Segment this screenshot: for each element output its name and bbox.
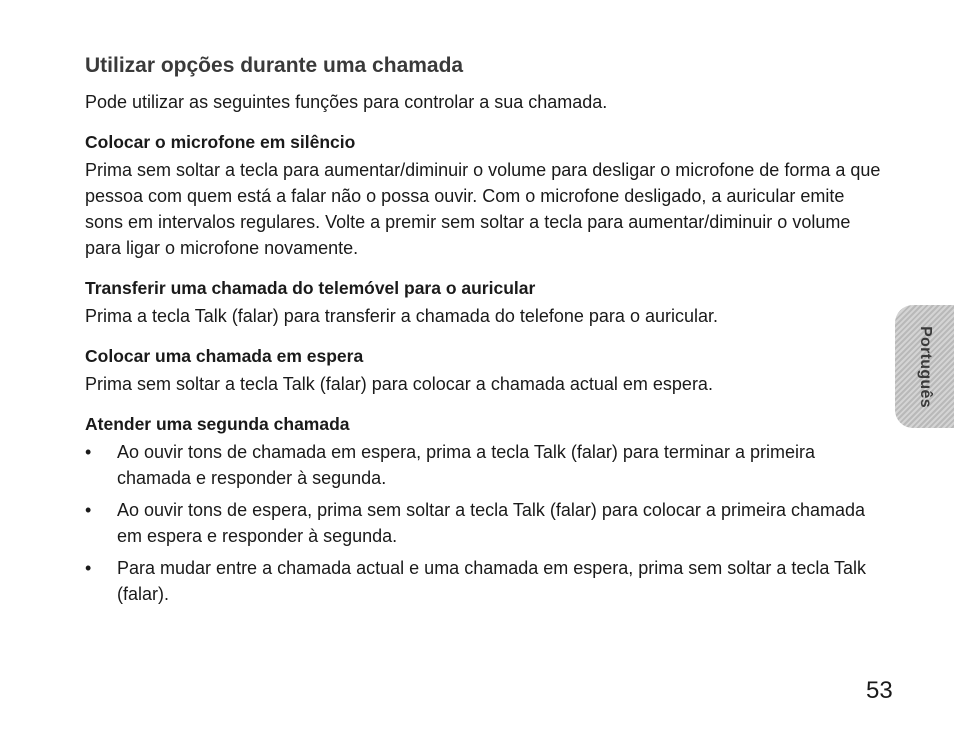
page-content <box>85 52 885 621</box>
bullet-list <box>85 439 885 607</box>
list-item <box>85 497 885 549</box>
bullet-icon: • <box>85 442 92 462</box>
section-second-call <box>85 411 885 607</box>
language-tab <box>895 305 954 428</box>
section-body: Prima sem soltar a tecla Talk (falar) para colocar a chamada actual em espera. <box>85 374 713 394</box>
list-item <box>85 555 885 607</box>
section-body: Prima sem soltar a tecla para aumentar/diminuir o volume para desligar o microfone de forma a que pessoa com quem está a falar não o possa ouvir. Com o microfone desligado, a auricular emite sons em intervalos regulares. Volte a premir sem soltar a tecla para aumentar/diminuir o volume para ligar o microfone novamente. <box>85 160 881 258</box>
bullet-icon: • <box>85 500 92 520</box>
section-call-on-hold <box>85 343 885 397</box>
section-heading: Atender uma segunda chamada <box>85 414 350 434</box>
language-tab-label: Português <box>916 325 934 408</box>
bullet-icon: • <box>85 558 92 578</box>
section-heading: Transferir uma chamada do telemóvel para o auricular <box>85 278 536 298</box>
list-item-text: Ao ouvir tons de espera, prima sem soltar a tecla Talk (falar) para colocar a primeira chamada em espera e responder à segunda. <box>117 500 866 546</box>
page-title: Utilizar opções durante uma chamada <box>85 54 464 77</box>
list-item-text: Para mudar entre a chamada actual e uma chamada em espera, prima sem soltar a tecla Talk (falar). <box>117 558 867 604</box>
list-item <box>85 439 885 491</box>
section-transfer-call <box>85 275 885 329</box>
section-mute-microphone <box>85 129 885 261</box>
section-body: Prima a tecla Talk (falar) para transferir a chamada do telefone para o auricular. <box>85 306 718 326</box>
section-heading: Colocar uma chamada em espera <box>85 346 364 366</box>
section-heading: Colocar o microfone em silêncio <box>85 132 356 152</box>
page-number: 53 <box>866 677 893 704</box>
list-item-text: Ao ouvir tons de chamada em espera, prima a tecla Talk (falar) para terminar a primeira chamada e responder à segunda. <box>117 442 815 488</box>
intro-paragraph: Pode utilizar as seguintes funções para controlar a sua chamada. <box>85 92 608 112</box>
